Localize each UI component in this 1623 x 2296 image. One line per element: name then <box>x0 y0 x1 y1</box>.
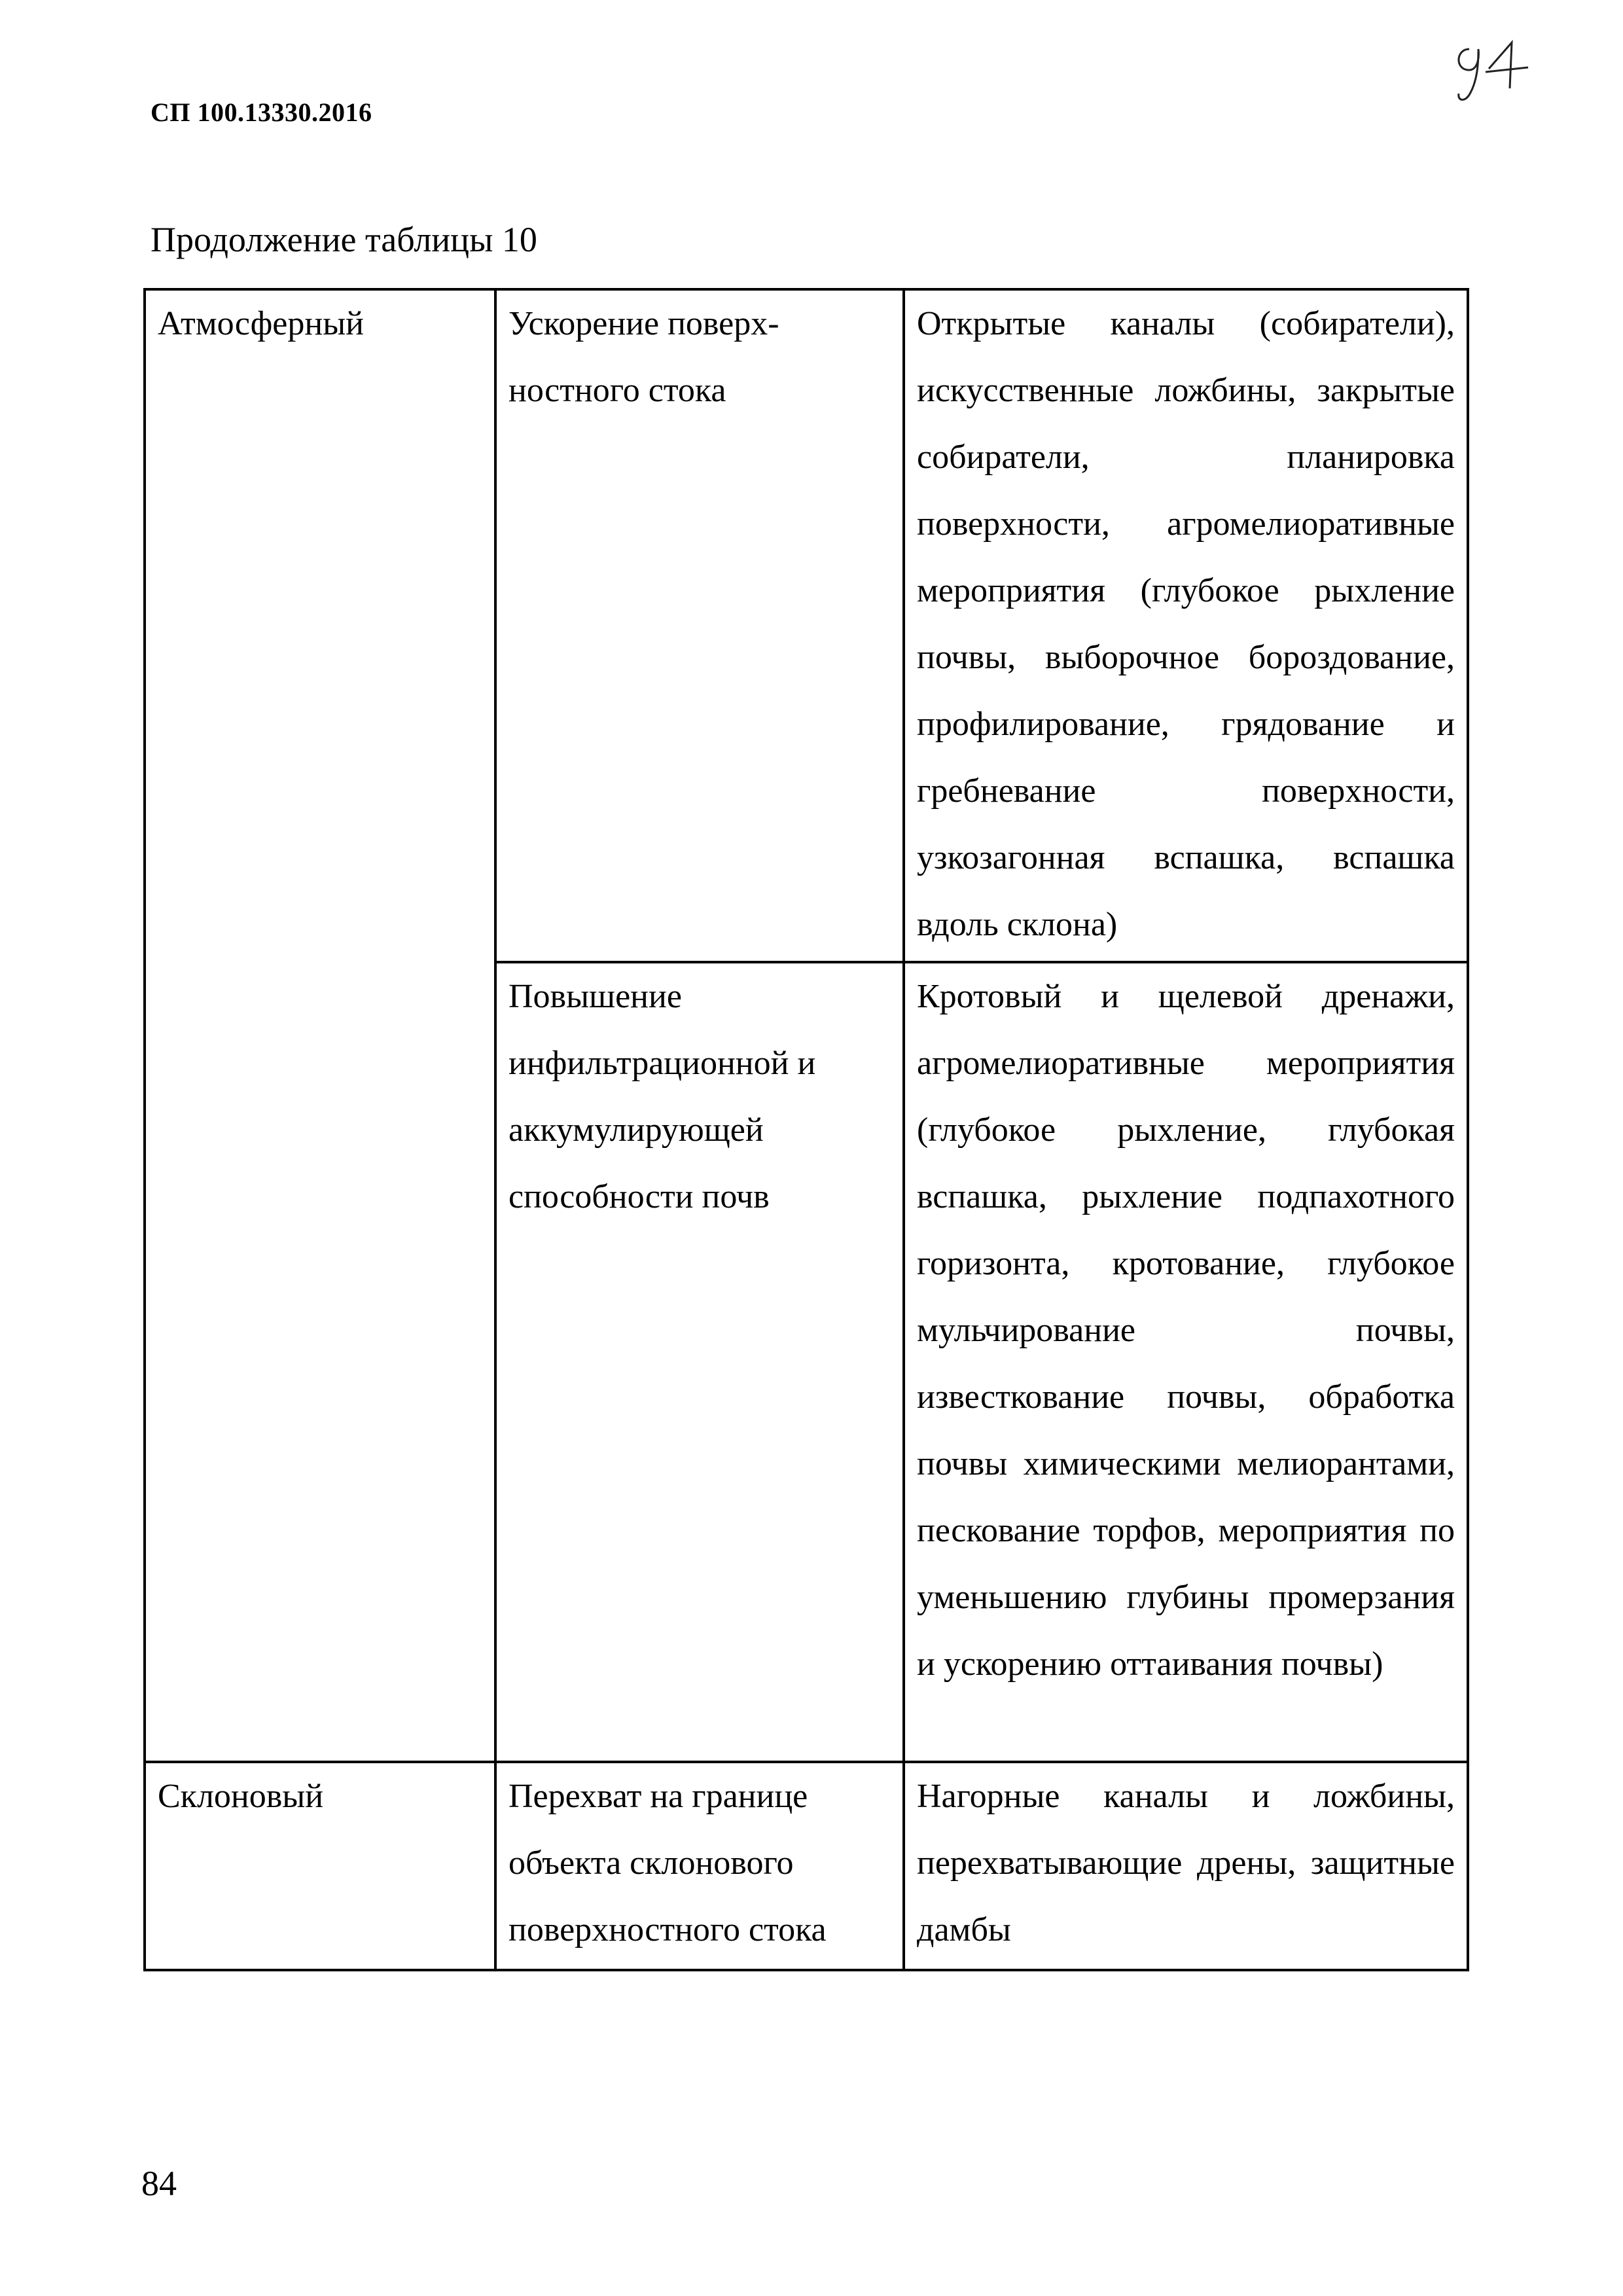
goal-cell: Перехват на границе объекта склонового поверхностного стока <box>495 1762 904 1970</box>
measures-cell: Открытые каналы (собиратели), искусственные ложбины, закрытые собиратели, планировка поверхности, агромелиоративные мероприятия (глубокое рыхление почвы, выборочное бороздование, профилирование, грядование и гребневание поверхности, узкозагонная вспашка, вспашка вдоль склона) <box>904 289 1468 962</box>
source-cell: Атмосферный <box>145 289 495 962</box>
source-cell <box>145 962 495 1762</box>
measures-cell: Нагорные каналы и ложбины, перехватывающие дрены, защитные дамбы <box>904 1762 1468 1970</box>
document-code: СП 100.13330.2016 <box>151 98 372 127</box>
table-row <box>145 289 1468 962</box>
measures-cell: Кротовый и щелевой дренажи, агромелиоративные мероприятия (глубокое рыхление, глубокая вспашка, рыхление подпахотного горизонта, кротование, глубокое мульчирование почвы, известкование почвы, обработка почвы химическими мелиорантами, пескование торфов, мероприятия по уменьшению глубины промерзания и ускорению оттаивания почвы) <box>904 962 1468 1762</box>
goal-cell: Повышение инфильтрационной и аккумулирующей способности почв <box>495 962 904 1762</box>
handwritten-page-number <box>1450 29 1541 108</box>
page-number: 84 <box>141 2164 177 2203</box>
measures-table-wrap <box>143 288 1467 1971</box>
goal-cell: Ускорение поверх- ностного стока <box>495 289 904 962</box>
measures-table <box>143 288 1469 1971</box>
source-cell: Склоновый <box>145 1762 495 1970</box>
table-row <box>145 962 1468 1762</box>
table-caption: Продолжение таблицы 10 <box>151 220 537 259</box>
table-row <box>145 1762 1468 1970</box>
